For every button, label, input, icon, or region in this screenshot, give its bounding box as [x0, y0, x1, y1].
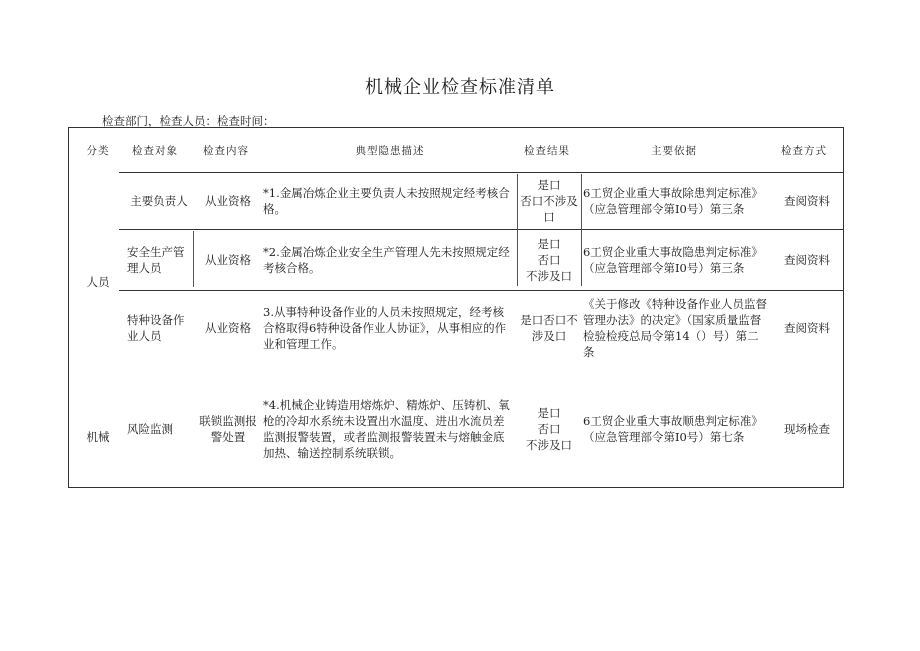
header-object: 检查对象: [132, 145, 178, 157]
header-category: 分类: [86, 145, 110, 157]
row-result: 是口 否口 不涉及口: [526, 406, 572, 452]
category-personnel: 人员: [86, 275, 110, 289]
header-content: 检查内容: [203, 145, 249, 157]
row-hazard: 3.从事特种设备作业的人员未按照规定，经考核合格取得6特种设备作业人协证》，从事相应的作业和管理工作。: [263, 305, 507, 351]
row-result: 是口 否口不涉及 口: [520, 177, 578, 224]
row-result: 是口 否口 不涉及口: [526, 237, 572, 283]
row-object: 特种设备作业人员: [127, 313, 185, 343]
row-content: 从业资格: [205, 253, 251, 267]
row-basis: 6工贸企业重大事故除患判定标准》（应急管理部令第I0号）第三条: [583, 185, 763, 216]
row-object: 风险监测: [127, 422, 173, 436]
row-result: 是口否口不 涉及口: [520, 313, 578, 343]
header-basis: 主要依据: [651, 145, 697, 157]
header-result: 检查结果: [524, 145, 570, 157]
row-object: 主要负责人: [130, 193, 188, 208]
sep-result-basis: [581, 174, 582, 286]
header-hazard: 典型隐患描述: [355, 145, 425, 157]
sep-object-content: [193, 231, 194, 287]
rule-3: [119, 290, 843, 291]
row-hazard: *4.机械企业铸造用熔炼炉、精炼炉、压铸机、氧枪的冷却水系统未设置出水温度、进出水流员差监测报警装置，或者监测报警装置未与熔触金底加热、输送控制系统联锁。: [263, 398, 510, 460]
row-object: 安全生产管理人员: [127, 245, 185, 275]
row-content: 联锁监测报警处置: [199, 414, 257, 444]
row-content: 从业资格: [205, 193, 251, 208]
row-hazard: *2.金属冶炼企业安全生产管理人先未按照规定经考核合格。: [263, 245, 510, 275]
row-hazard: *1.金属冶炼企业主要负责人未按照规定经考核合格。: [263, 185, 510, 216]
row-content: 从业资格: [205, 321, 251, 335]
checklist-table: [68, 127, 844, 488]
row-basis: 6工贸企业重大事故隐患判定标准》（应急管理部令第I0号）第三条: [583, 245, 763, 275]
row-method: 查阅资料: [784, 253, 830, 267]
page-title: 机械企业检查标准清单: [365, 77, 555, 98]
row-method: 现场检查: [784, 422, 830, 436]
category-machinery: 机械: [86, 430, 110, 444]
row-method: 查阅资料: [784, 193, 830, 208]
row-basis: 《关于修改《特种设备作业人员监督管理办法》的决定》（国家质量监督检验检疫总局令第14（）号）第二条: [583, 297, 767, 359]
header-method: 检查方式: [781, 145, 827, 157]
inspection-meta: 检查部门，检查人员：检查时间：: [102, 114, 275, 128]
row-basis: 6工贸企业重大事故顺患判定标准》（应急管理部令第I0号）第七条: [583, 414, 763, 444]
row-method: 查阅资料: [784, 321, 830, 335]
